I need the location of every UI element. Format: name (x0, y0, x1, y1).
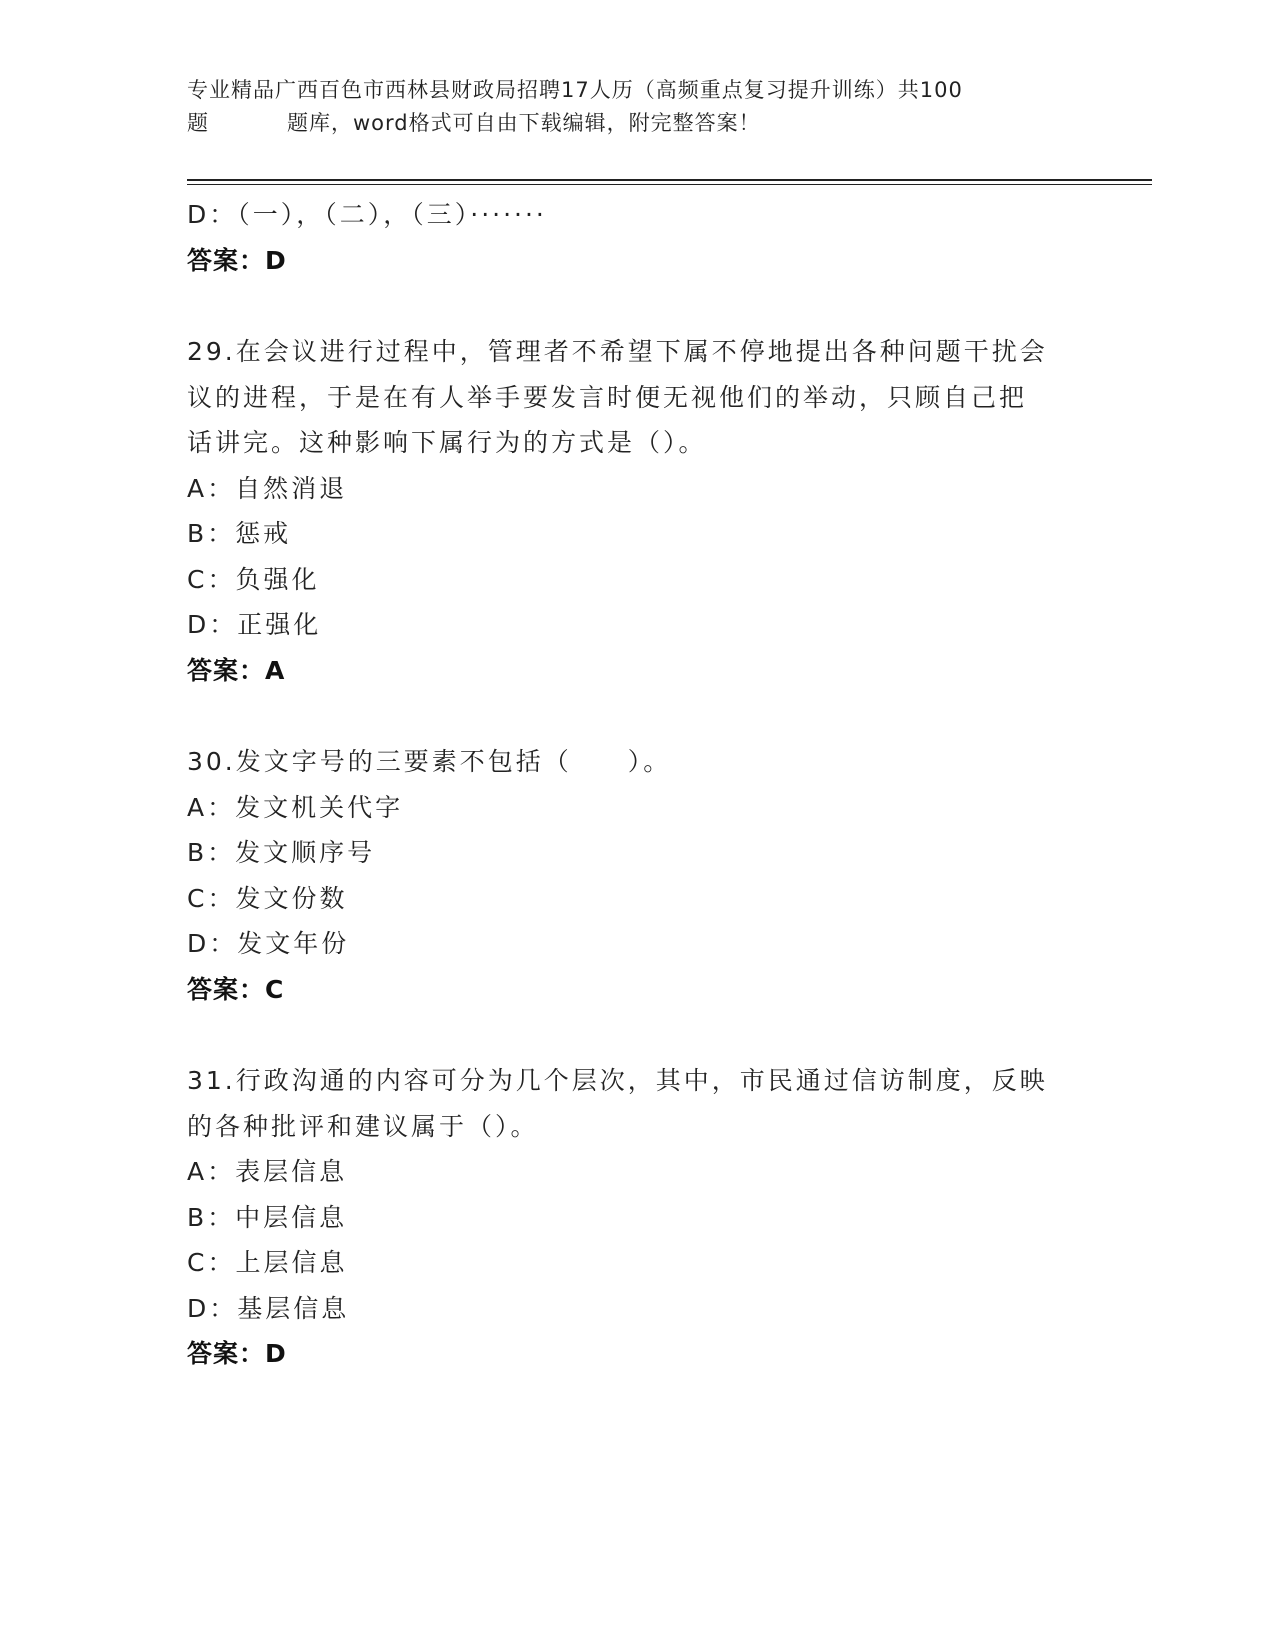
option-c: C：发文份数 (187, 883, 348, 913)
question-item (187, 739, 1077, 1012)
option-d: D：基层信息 (187, 1293, 350, 1323)
header-title-line-2-rest: 题库，word格式可自由下载编辑，附完整答案！ (287, 111, 761, 135)
question-item (187, 329, 1077, 693)
answer-line: 答案：C (187, 974, 285, 1004)
question-stem-line: 话讲完。这种影响下属行为的方式是（）。 (187, 428, 707, 457)
question-list (187, 192, 1077, 1377)
question-item (187, 1058, 1077, 1377)
answer-line: 答案：A (187, 655, 286, 685)
option-b: B：发文顺序号 (187, 838, 376, 867)
option-d: D：发文年份 (187, 929, 350, 958)
option-d: D：正强化 (187, 610, 322, 639)
header-divider-thin (187, 184, 1152, 185)
option-c: C：上层信息 (187, 1248, 348, 1277)
question-item (187, 192, 1077, 283)
option-a: A：表层信息 (187, 1157, 348, 1186)
header-divider-thick (187, 179, 1152, 181)
question-stem-line: 的各种批评和建议属于（）。 (187, 1111, 539, 1141)
option-a: A：自然消退 (187, 473, 348, 503)
option-c: C：负强化 (187, 564, 320, 594)
header-title-line-2-lead: 题 (187, 111, 209, 135)
page-header (187, 74, 1077, 140)
question-spacer (187, 1012, 1077, 1058)
question-stem-line: 议的进程，于是在有人举手要发言时便无视他们的举动，只顾自己把 (187, 382, 1028, 412)
header-title-line-2 (187, 107, 1077, 140)
question-spacer (187, 283, 1077, 329)
answer-line: 答案：D (187, 1339, 287, 1368)
option-b: B：惩戒 (187, 519, 292, 548)
option-a: A：发文机关代字 (187, 792, 404, 822)
question-stem-line: 30.发文字号的三要素不包括（ ）。 (187, 747, 672, 776)
option-d: D：（一），（二），（三）······· (187, 200, 547, 229)
header-title-line-1: 专业精品广西百色市西林县财政局招聘17人历（高频重点复习提升训练）共100 (187, 78, 963, 102)
question-stem-line: 31.行政沟通的内容可分为几个层次，其中，市民通过信访制度，反映 (187, 1066, 1048, 1095)
option-b: B：中层信息 (187, 1202, 348, 1232)
question-stem-line: 29.在会议进行过程中，管理者不希望下属不停地提出各种问题干扰会 (187, 337, 1048, 366)
question-spacer (187, 693, 1077, 739)
answer-line: 答案：D (187, 245, 287, 275)
